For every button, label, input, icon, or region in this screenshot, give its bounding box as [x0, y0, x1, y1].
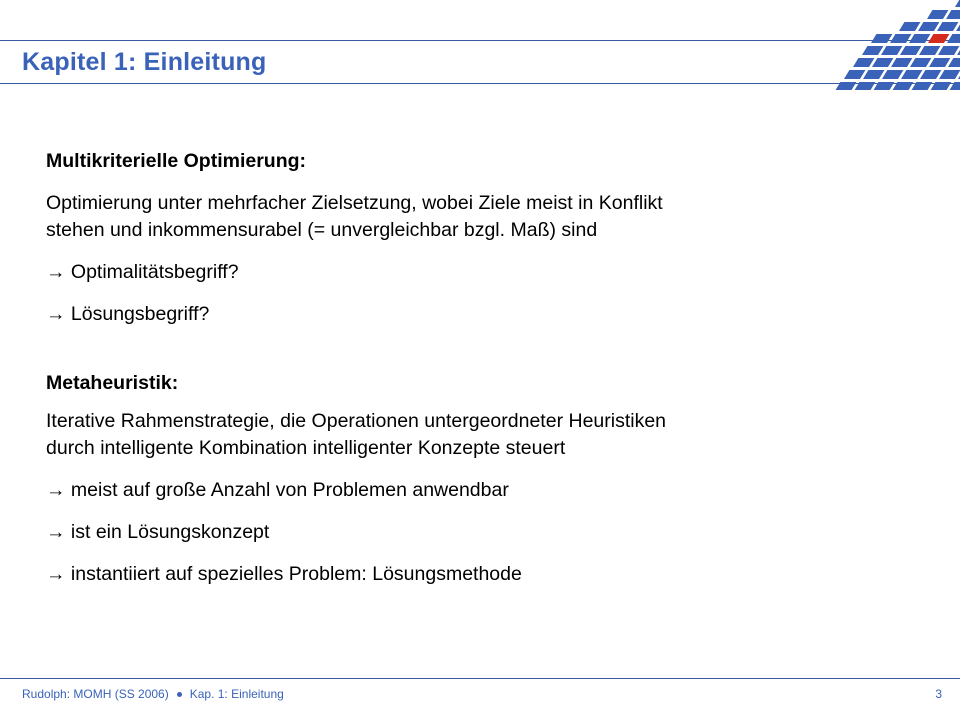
logo-cell [929, 58, 950, 67]
logo-cell [899, 22, 920, 31]
logo-cell [854, 82, 875, 90]
logo-cell [900, 46, 921, 55]
logo-cell [930, 82, 951, 90]
grid-shield-logo-icon [818, 0, 960, 90]
footer-chapter: Kap. 1: Einleitung [189, 687, 284, 701]
logo-cell [891, 58, 912, 67]
logo-cell [920, 70, 941, 79]
paragraph-line: Optimierung unter mehrfacher Zielsetzung, wobei Ziele meist in Konflikt [46, 192, 663, 214]
logo-cell [872, 58, 893, 67]
logo-cell [910, 58, 931, 67]
logo-cell [862, 46, 883, 55]
logo-cell [882, 70, 903, 79]
section-paragraph [46, 408, 866, 462]
paragraph-line: durch intelligente Kombination intelligenter Konzepte steuert [46, 437, 566, 459]
logo-cell [955, 0, 960, 7]
page-number: 3 [935, 687, 942, 701]
logo-cell [863, 70, 884, 79]
slide-content [46, 148, 866, 588]
logo-cell [918, 22, 939, 31]
section-heading: Metaheuristik: [46, 372, 179, 394]
logo-cell [938, 46, 959, 55]
logo-cell [871, 34, 892, 43]
logo-cell [901, 70, 922, 79]
logo-cell [873, 82, 894, 90]
logo-cell [881, 46, 902, 55]
footer-left [22, 687, 284, 701]
logo-cell [844, 70, 865, 79]
arrow-point: → ist ein Lösungskonzept [46, 521, 270, 543]
arrow-point: → Optimalitätsbegriff? [46, 261, 239, 283]
logo-cell [939, 70, 960, 79]
logo-cell [890, 34, 911, 43]
logo-cell [947, 34, 960, 43]
logo-cell [919, 46, 940, 55]
logo-cell [909, 34, 930, 43]
paragraph-line: Iterative Rahmenstrategie, die Operationen untergeordneter Heuristiken [46, 410, 667, 432]
paragraph-line: stehen und inkommensurabel (= unvergleichbar bzgl. Maß) sind [46, 219, 598, 241]
logo-cell [835, 82, 856, 90]
arrow-point: → instantiiert auf spezielles Problem: Lösungsmethode [46, 563, 522, 585]
section-paragraph [46, 190, 866, 244]
logo-cell [948, 58, 960, 67]
page-title: Kapitel 1: Einleitung [22, 48, 267, 76]
arrow-point: → meist auf große Anzahl von Problemen anwendbar [46, 479, 509, 501]
logo-cell [946, 10, 960, 19]
logo-cell [927, 10, 948, 19]
arrow-point: → Lösungsbegriff? [46, 303, 210, 325]
bullet-dot-icon [177, 692, 182, 697]
footer-rule [0, 678, 960, 679]
section-heading: Multikriterielle Optimierung: [46, 150, 307, 172]
footer-author: Rudolph: MOMH (SS 2006) [22, 687, 169, 701]
logo-cell [911, 82, 932, 90]
logo-cell [892, 82, 913, 90]
logo-cell [937, 22, 958, 31]
logo-cell [928, 34, 949, 43]
logo-cell [853, 58, 874, 67]
